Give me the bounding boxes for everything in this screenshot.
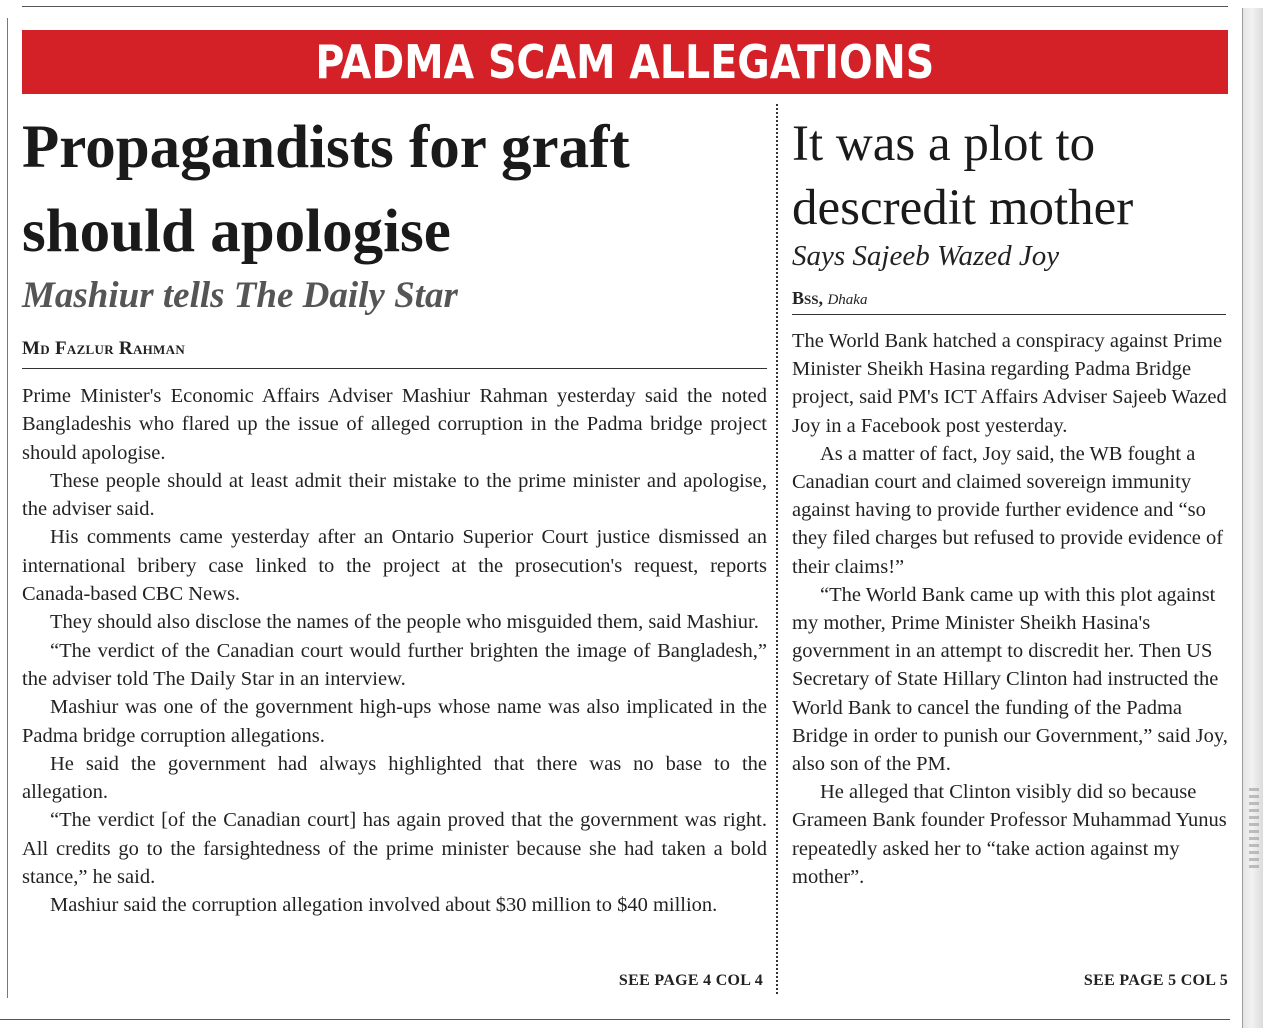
right-paragraph: The World Bank hatched a conspiracy against Prime Minister Sheikh Hasina regarding Padma Bridge project, said PM's ICT Affairs Adviser Sajeeb Wazed Joy in a Facebook post yesterday.	[792, 330, 1227, 437]
byline-agency: Bss,	[792, 288, 823, 308]
left-paragraph: Mashiur was one of the government high-ups whose name was also implicated in the Padma bridge corruption allegations.	[22, 696, 767, 747]
left-article-body	[22, 382, 767, 920]
banner-title: PADMA SCAM ALLEGATIONS	[315, 35, 935, 89]
right-paragraph: “The World Bank came up with this plot against my mother, Prime Minister Sheikh Hasina's government in an attempt to discredit her. Then US Secretary of State Hillary Clinton had instructed the World Bank to cancel the funding of the Padma Bridge in order to punish our Government,” said Joy, also son of the PM.	[792, 583, 1228, 776]
right-byline	[792, 288, 1232, 309]
left-continuation-link[interactable]: SEE PAGE 4 COL 4	[618, 972, 763, 989]
left-subheadline: Mashiur tells The Daily Star	[22, 275, 458, 316]
left-paragraph: His comments came yesterday after an Ontario Superior Court justice dismissed an international bribery case linked to the project at the prosecution's request, reports Canada-based CBC News.	[22, 526, 767, 606]
section-banner	[22, 30, 1228, 94]
left-byline-rule	[22, 368, 767, 369]
left-paragraph: Prime Minister's Economic Affairs Adviser Mashiur Rahman yesterday said the noted Bangladeshis who flared up the issue of alleged corruption in the Padma bridge project should apologise.	[22, 385, 767, 464]
right-paragraph: He alleged that Clinton visibly did so because Grameen Bank founder Professor Muhammad Yunus repeatedly asked her to “take action against my mother”.	[792, 781, 1227, 888]
left-byline: Md Fazlur Rahman	[22, 338, 186, 359]
left-paragraph: “The verdict of the Canadian court would further brighten the image of Bangladesh,” the adviser told The Daily Star in an interview.	[22, 639, 767, 690]
strip-marks	[1249, 788, 1259, 868]
right-byline-rule	[792, 314, 1226, 315]
adjacent-page-strip	[1242, 8, 1263, 1028]
right-article-body	[792, 327, 1228, 891]
right-paragraph: As a matter of fact, Joy said, the WB fought a Canadian court and claimed sovereign immunity against having to provide further evidence and “so they filed charges but refused to provide evidence of their claims!”	[792, 442, 1224, 578]
right-headline: It was a plot to descredit mother	[792, 116, 1134, 236]
right-subheadline: Says Sajeeb Wazed Joy	[792, 240, 1060, 272]
page-edge	[7, 18, 8, 998]
column-divider	[776, 104, 778, 994]
left-paragraph: “The verdict [of the Canadian court] has again proved that the government was right. All credits go to the farsightedness of the prime minister because she had taken a bold stance,” he said.	[22, 809, 767, 889]
left-paragraph: Mashiur said the corruption allegation involved about $30 million to $40 million.	[50, 894, 718, 917]
bottom-rule	[0, 1019, 1230, 1020]
left-headline: Propagandists for graft should apologise	[22, 114, 630, 265]
byline-place: Dhaka	[827, 292, 868, 308]
left-paragraph: These people should at least admit their mistake to the prime minister and apologise, the adviser said.	[22, 469, 767, 521]
left-paragraph: They should also disclose the names of the people who misguided them, said Mashiur.	[50, 611, 759, 634]
top-rule	[22, 6, 1228, 7]
left-paragraph: He said the government had always highlighted that there was no base to the allegation.	[22, 752, 767, 804]
right-continuation-link[interactable]: SEE PAGE 5 COL 5	[1083, 972, 1228, 989]
